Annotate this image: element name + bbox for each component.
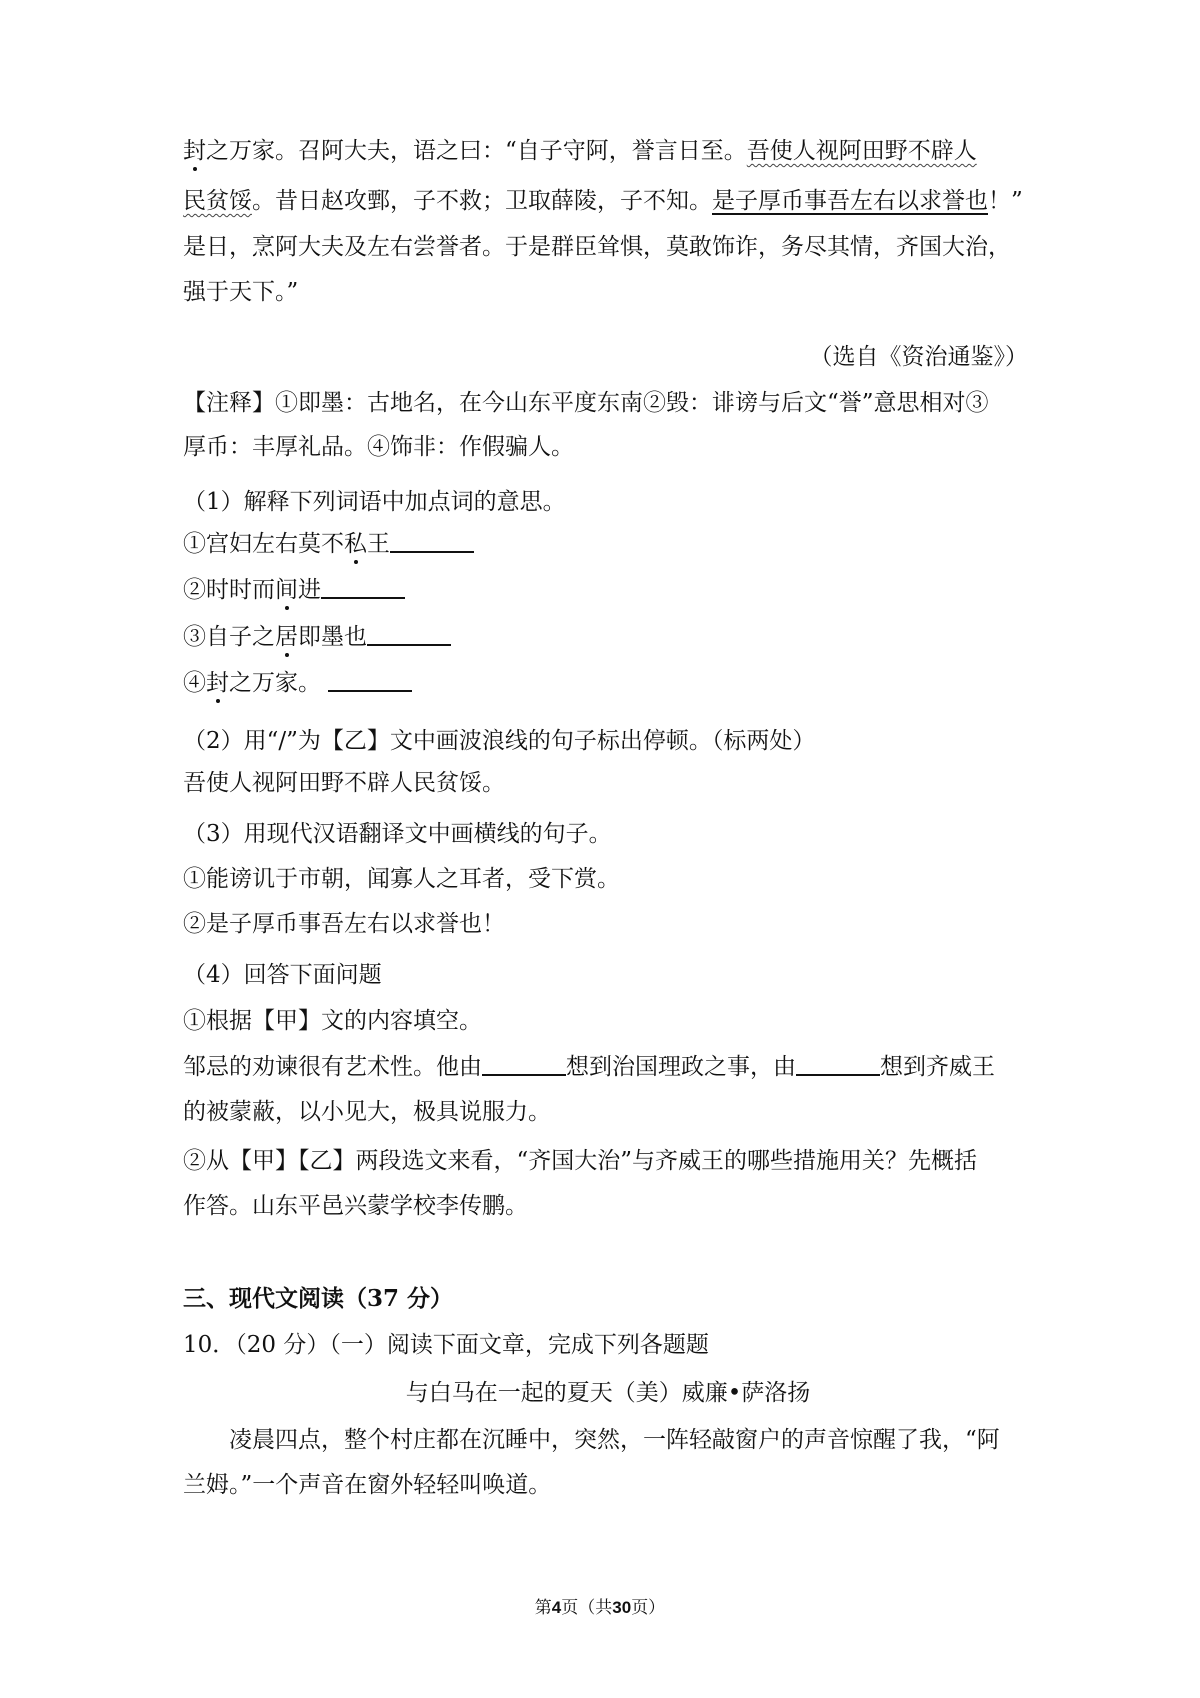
answer-blank[interactable] (321, 577, 405, 599)
q1-item-1 (183, 529, 1033, 559)
article-para-line-1: 凌晨四点，整个村庄都在沉睡中，突然，一阵轻敲窗户的声音惊醒了我，“阿 (229, 1427, 1000, 1453)
passage-source: （选自《资治通鉴》） (809, 344, 1028, 370)
notes-line-1: 【注释】①即墨：古地名，在今山东平度东南②毁：诽谤与后文“誉”意思相对③ (183, 390, 989, 416)
question-10: 10．（20 分）（一）阅读下面文章，完成下列各题题 (183, 1332, 709, 1358)
passage-line-1 (183, 136, 1033, 166)
underlined-sentence: 是子厚币事吾左右以求誉也 (712, 188, 988, 214)
article-para-line-2: 兰姆。”一个声音在窗外轻轻叫唤道。 (183, 1472, 552, 1498)
dotted-char: 封 (183, 138, 206, 164)
section-heading: 三、现代文阅读（37 分） (183, 1285, 454, 1312)
article-title: 与白马在一起的夏天（美）威廉•萨洛扬 (405, 1380, 811, 1406)
q1-item-text: 之万家。 (229, 670, 321, 696)
page-footer (0, 1597, 1200, 1619)
total-pages: 30 (612, 1598, 632, 1617)
passage-text: 之万家。召阿大夫，语之曰：“自子守阿，誉言日至。 (206, 138, 747, 164)
q1-item-text: ③自子之 (183, 624, 275, 650)
q1-item-text: ①宫妇左右莫不 (183, 531, 344, 557)
q1-item-text: 即墨也 (298, 624, 367, 650)
passage-line-2 (183, 186, 1033, 216)
q1-item-text: 王 (367, 531, 390, 557)
dotted-char: 私 (344, 531, 367, 557)
q4-item-2-line-1: ②从【甲】【乙】两段选文来看，“齐国大治”与齐威王的哪些措施用关？先概括 (183, 1148, 978, 1174)
q2-sentence: 吾使人视阿田野不辟人民贫馁。 (183, 770, 505, 796)
q3-prompt: （3）用现代汉语翻译文中画横线的句子。 (183, 821, 612, 847)
q1-prompt: （1）解释下列词语中加点词的意思。 (183, 489, 566, 515)
q4-fill-text: 想到齐威王 (880, 1054, 995, 1080)
q1-item-text: ④ (183, 670, 206, 696)
q4-fill-line-1 (183, 1052, 1033, 1082)
q4-fill-text: 想到治国理政之事，由 (566, 1054, 796, 1080)
passage-line-4: 强于天下。” (183, 279, 299, 305)
notes-line-2: 厚币：丰厚礼品。④饰非：作假骗人。 (183, 434, 574, 460)
dotted-char: 封 (206, 670, 229, 696)
q4-fill-line-2: 的被蒙蔽，以小见大，极具说服力。 (183, 1099, 551, 1125)
q3-item-2: ②是子厚币事吾左右以求誉也！ (183, 911, 505, 937)
q4-item-1: ①根据【甲】文的内容填空。 (183, 1008, 482, 1034)
wavy-underlined-text: 吾使人视阿田野不辟人 (746, 138, 977, 164)
passage-text: ！” (988, 188, 1023, 214)
q1-item-2 (183, 575, 1033, 605)
q3-item-1: ①能谤讥于市朝，闻寡人之耳者，受下赏。 (183, 866, 620, 892)
q1-item-text: ②时时而 (183, 577, 275, 603)
answer-blank[interactable] (390, 531, 474, 553)
answer-blank[interactable] (796, 1054, 880, 1076)
answer-blank[interactable] (367, 624, 451, 646)
passage-line-3: 是日，烹阿大夫及左右尝誉者。于是群臣耸惧，莫敢饰诈，务尽其情，齐国大治， (183, 234, 1011, 260)
passage-text: 。昔日赵攻鄄，子不救；卫取薛陵，子不知。 (252, 188, 712, 214)
q1-item-4 (183, 668, 1033, 698)
page-number: 4 (551, 1598, 562, 1617)
footer-text: 页（共 (561, 1598, 613, 1618)
q2-prompt: （2）用“/”为【乙】文中画波浪线的句子标出停顿。（标两处） (183, 728, 816, 754)
q1-item-3 (183, 622, 1033, 652)
dotted-char: 居 (275, 624, 298, 650)
q1-item-text: 进 (298, 577, 321, 603)
q4-fill-text: 邹忌的劝谏很有艺术性。他由 (183, 1054, 482, 1080)
answer-blank[interactable] (328, 670, 412, 692)
answer-blank[interactable] (482, 1054, 566, 1076)
q4-item-2-line-2: 作答。山东平邑兴蒙学校李传鹏。 (183, 1193, 528, 1219)
footer-text: 第 (534, 1598, 552, 1618)
dotted-char: 间 (275, 577, 298, 603)
footer-text: 页） (631, 1598, 666, 1618)
q4-prompt: （4）回答下面问题 (183, 962, 382, 988)
wavy-underlined-text: 民贫馁 (183, 188, 252, 214)
